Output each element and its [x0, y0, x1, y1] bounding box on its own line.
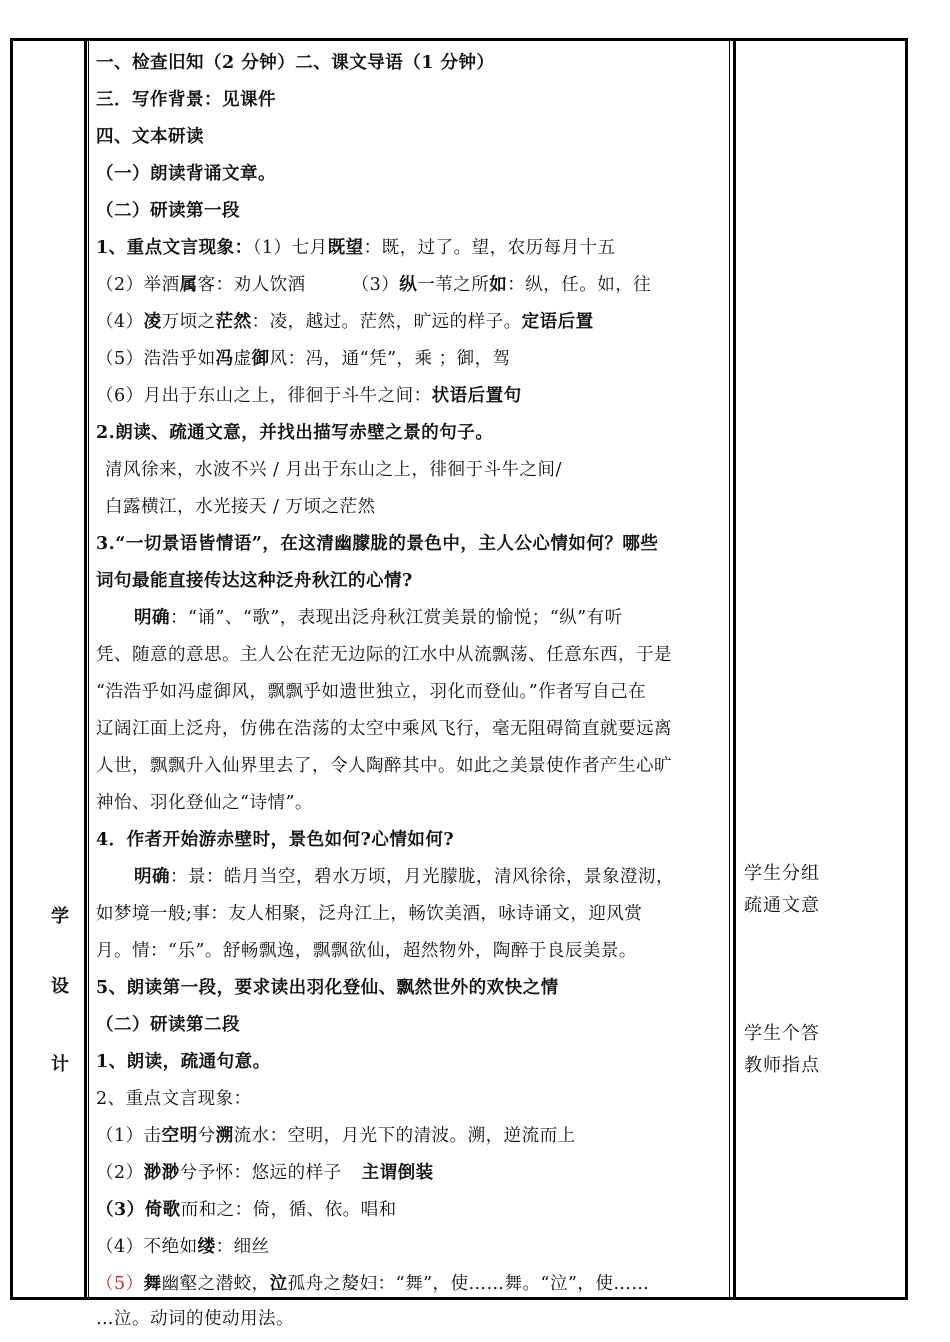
text-line: 3.“一切景语皆情语”，在这清幽朦胧的景色中，主人公心情如何？哪些 — [96, 534, 659, 554]
text-run: ：“诵”、“歌”，表现出泛舟秋江赏美景的愉悦；“纵”有听 — [170, 608, 623, 628]
text-line: （一）朗读背诵文章。 — [96, 164, 276, 184]
text-line: 5、朗读第一段，要求读出羽化登仙、飘然世外的欢快之情 — [96, 978, 559, 998]
text-run: 状语后置句 — [431, 386, 522, 406]
text-run: 一苇之所 — [417, 275, 490, 295]
text-run: 而和之：倚，循、依。唱和 — [180, 1200, 397, 1220]
text-line: 2.朗读、疏通文意，并找出描写赤壁之景的句子。 — [96, 423, 494, 443]
text-line: 神怡、羽化登仙之“诗情”。 — [96, 793, 313, 813]
text-run: 缕 — [197, 1237, 216, 1257]
text-run: （5） — [96, 1274, 144, 1294]
text-run: 明确 — [134, 608, 170, 628]
text-run: 倚歌 — [144, 1200, 181, 1220]
text-line — [96, 235, 616, 261]
text-run: 虚 — [233, 349, 252, 369]
text-run: 孤舟之嫠妇：“舞”，使……舞。“泣”，使…… — [287, 1274, 650, 1294]
text-run: 客：劝人饮酒 — [197, 275, 306, 295]
text-run: 空明 — [161, 1126, 198, 1146]
text-line: 1、朗读，疏通句意。 — [96, 1052, 271, 1072]
text-run: （3） — [96, 1200, 145, 1220]
note-line: 教师指点 — [744, 1055, 820, 1076]
text-line — [96, 1160, 434, 1186]
text-run: （4）不绝如 — [96, 1237, 198, 1257]
text-run: （2） — [96, 1163, 144, 1183]
text-run: 溯 — [215, 1126, 234, 1146]
text-run: 凌 — [143, 312, 162, 332]
column-divider — [733, 38, 736, 1300]
text-run: 1、重点文言现象： — [96, 238, 253, 258]
text-run: ：景：皓月当空，碧水万顷，月光朦胧，清风徐徐，景象澄沏， — [170, 867, 674, 887]
column-divider — [88, 38, 89, 1300]
text-run: 主谓倒装 — [361, 1163, 434, 1183]
text-line: 一、检查旧知（2 分钟）二、课文导语（1 分钟） — [96, 53, 495, 73]
text-line — [96, 346, 511, 372]
text-line — [96, 309, 594, 335]
column-divider — [84, 38, 87, 1300]
text-run: （1）击 — [96, 1126, 162, 1146]
text-line: 如梦境一般;事：友人相聚，泛舟江上，畅饮美酒，咏诗诵文，迎风赏 — [96, 904, 643, 924]
text-run: （2）举酒 — [96, 275, 180, 295]
text-run: 流水：空明，月光下的清波。溯，逆流而上 — [233, 1126, 576, 1146]
text-line: 白露横江，水光接天 / 万顷之茫然 — [105, 497, 376, 517]
text-run: 冯 — [215, 349, 234, 369]
text-line — [96, 1197, 397, 1223]
text-run: ：纵，任。如，往 — [507, 275, 652, 295]
text-run: 明确 — [134, 867, 170, 887]
side-label-char: 学 — [51, 906, 69, 927]
text-run: （4） — [96, 312, 144, 332]
text-line — [96, 383, 522, 409]
text-line: 词句最能直接传达这种泛舟秋江的心情? — [96, 571, 413, 591]
text-line: 三．写作背景：见课件 — [96, 90, 276, 110]
text-line — [96, 1271, 649, 1297]
text-run: 舞 — [143, 1274, 162, 1294]
text-run: 兮予怀：悠远的样子 — [179, 1163, 342, 1183]
text-line: 月。情：“乐”。舒畅飘逸，飘飘欲仙，超然物外，陶醉于良辰美景。 — [96, 941, 637, 961]
text-run: （5）浩浩乎如 — [96, 349, 216, 369]
text-run: 幽壑之潜蛟， — [161, 1274, 270, 1294]
text-line: …泣。动词的使动用法。 — [96, 1309, 294, 1329]
text-line: 凭、随意的意思。主人公在茫无边际的江水中从流飘荡、任意东西，于是 — [96, 645, 672, 665]
text-line — [134, 864, 674, 890]
text-run: 御 — [251, 349, 270, 369]
text-run: 茫然 — [215, 312, 252, 332]
text-run: 兮 — [197, 1126, 216, 1146]
text-run: 既望 — [327, 238, 364, 258]
text-line — [96, 272, 651, 298]
text-run: 纵 — [399, 275, 418, 295]
text-run: 泣 — [269, 1274, 288, 1294]
text-run: ：既，过了。望，农历每月十五 — [363, 238, 616, 258]
side-label-char: 计 — [51, 1054, 69, 1075]
text-line — [134, 605, 623, 631]
text-run: 万顷之 — [161, 312, 216, 332]
text-run: 风：冯，通“凭”，乘 ；御，驾 — [269, 349, 511, 369]
text-run: 渺渺 — [143, 1163, 180, 1183]
note-line: 学生分组 — [744, 863, 820, 884]
text-line: 4．作者开始游赤壁时，景色如何?心情如何? — [96, 830, 455, 850]
text-line: 2、重点文言现象： — [96, 1089, 252, 1109]
text-run: 定语后置 — [521, 312, 594, 332]
column-divider — [729, 38, 730, 1300]
text-line: 清风徐来，水波不兴 / 月出于东山之上，徘徊于斗牛之间/ — [105, 460, 562, 480]
note-line: 学生个答 — [744, 1023, 820, 1044]
text-line — [96, 1234, 270, 1260]
note-line: 疏通文意 — [744, 895, 820, 916]
text-line: （二）研读第一段 — [96, 201, 240, 221]
text-line: 辽阔江面上泛舟，仿佛在浩荡的太空中乘风飞行，毫无阻碍简直就要远离 — [96, 719, 672, 739]
text-line: 人世，飘飘升入仙界里去了，令人陶醉其中。如此之美景使作者产生心旷 — [96, 756, 672, 776]
text-line: 四、文本研读 — [96, 127, 204, 147]
text-run: 属 — [179, 275, 198, 295]
text-run: 如 — [489, 275, 508, 295]
side-label-char: 设 — [51, 976, 69, 997]
text-line: （二）研读第二段 — [96, 1015, 240, 1035]
text-line: “浩浩乎如冯虚御风，飘飘乎如遗世独立，羽化而登仙。”作者写自己在 — [96, 682, 647, 702]
text-line — [96, 1123, 576, 1149]
text-run: （3） — [351, 275, 400, 295]
text-run: （1）七月 — [252, 238, 328, 258]
text-run: （6）月出于东山之上，徘徊于斗牛之间： — [96, 386, 432, 406]
text-run: ：凌，越过。茫然，旷远的样子。 — [251, 312, 522, 332]
text-run: ：细丝 — [215, 1237, 270, 1257]
